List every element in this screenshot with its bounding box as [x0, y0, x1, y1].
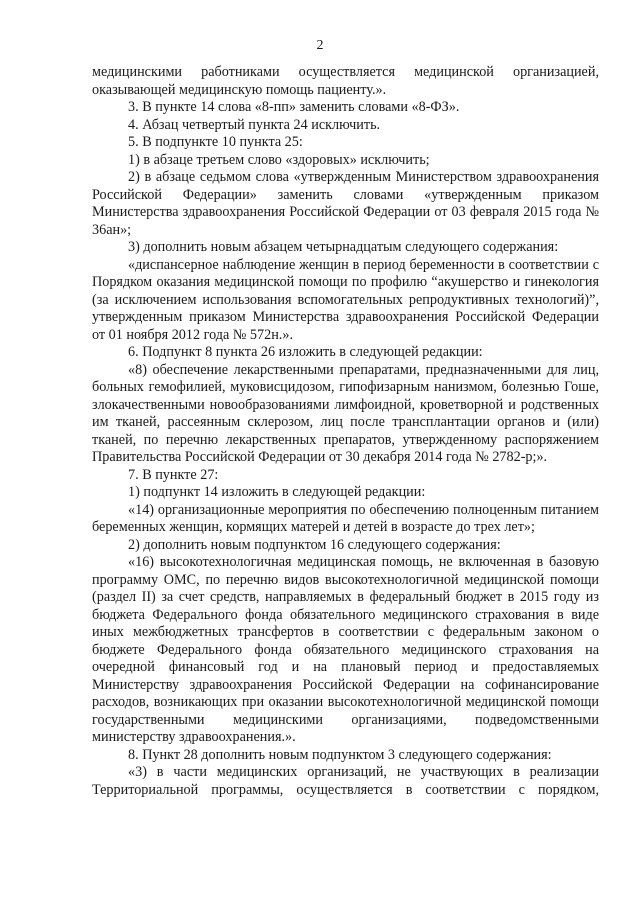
paragraph: 8. Пункт 28 дополнить новым подпунктом 3 следующего содержания:: [128, 746, 552, 763]
paragraph: 3) дополнить новым абзацем четырнадцатым следующего содержания:: [128, 239, 559, 255]
paragraph: 1) в абзаце третьем слово «здоровых» исключить;: [128, 151, 430, 168]
paragraph: 1) подпункт 14 изложить в следующей редакции:: [128, 484, 426, 500]
paragraph: 7. В пункте 27:: [128, 466, 219, 483]
paragraph: «14) организационные мероприятия по обеспечению полноценным питанием беременных женщин, кормящих матерей и детей в возрасте до трех лет»;: [92, 501, 599, 535]
paragraph: «16) высокотехнологичная медицинская помощь, не включенная в базовую программу ОМС, по перечню видов высокотехнологичной медицинской помощи (раздел II) за счет средств, направляемых в федеральный бюджет в 2015 году из бюджета Федерального фонда обязательного медицинского страхования в виде иных межбюджетных трансфертов в соответствии с федеральным законом о бюджете Федерального фонда обязательного медицинского страхования на очередной финансовый год и на плановый период и предоставляемых Министерству здравоохранения Российской Федерации на софинансирование расходов, возникающих при оказании высокотехнологичной медицинской помощи государственными медицинскими организациями, подведомственными министерству здравоохранения.».: [92, 554, 599, 745]
paragraph: 3. В пункте 14 слова «8-пп» заменить словами «8-ФЗ».: [128, 99, 460, 115]
paragraph: «8) обеспечение лекарственными препаратами, предназначенными для лиц, больных гемофилией, муковисцидозом, гипофизарным нанизмом, болезнью Гоше, злокачественными новообразованиями лимфоидной, кроветворной и родственных им тканей, рассеянным склерозом, лиц после трансплантации органов и (или) тканей, по перечню лекарственных препаратов, утвержденному распоряжением Правительства Российской Федерации от 30 декабря 2014 года № 2782-р;».: [92, 361, 599, 465]
page-number: 2: [316, 38, 324, 53]
paragraph: 2) дополнить новым подпунктом 16 следующего содержания:: [128, 536, 501, 553]
paragraph: 5. В подпункте 10 пункта 25:: [128, 134, 303, 150]
paragraph: «3) в части медицинских организаций, не участвующих в реализации Территориальной программы, осуществляется в соответствии с порядком,: [92, 764, 599, 798]
paragraph: медицинскими работниками осуществляется медицинской организацией, оказывающей медицинскую помощь пациенту.».: [92, 64, 599, 98]
paragraph: «диспансерное наблюдение женщин в период беременности в соответствии с Порядком оказания медицинской помощи по профилю “акушерство и гинекология (за исключением использования вспомогательных репродуктивных технологий)”, утвержденным приказом Министерства здравоохранения Российской Федерации от 01 ноября 2012 года № 572н.».: [92, 256, 599, 343]
document-body: [92, 64, 599, 799]
paragraph: 2) в абзаце седьмом слова «утвержденным Министерством здравоохранения Российской Федерации» заменить словами «утвержденным приказом Министерства здравоохранения Российской Федерации от 03 февраля 2015 года № 36ан»;: [92, 169, 599, 238]
paragraph: 4. Абзац четвертый пункта 24 исключить.: [128, 116, 381, 133]
paragraph: 6. Подпункт 8 пункта 26 изложить в следующей редакции:: [128, 344, 483, 360]
